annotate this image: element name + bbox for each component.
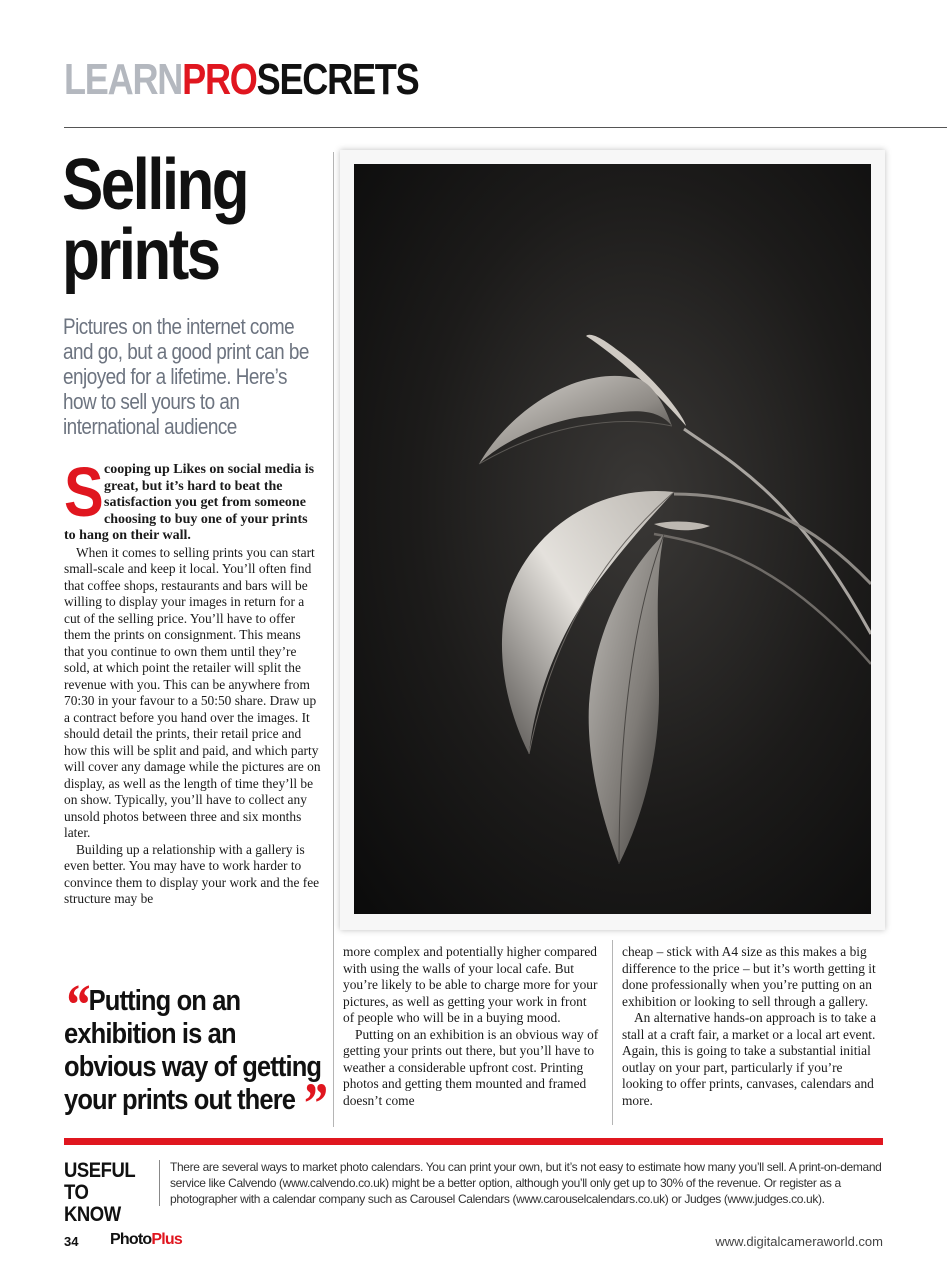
open-quote-icon: “ xyxy=(64,972,89,1037)
drop-cap: S xyxy=(64,453,104,531)
page-number: 34 xyxy=(64,1234,79,1249)
pull-quote xyxy=(64,972,334,1136)
column-divider xyxy=(612,940,613,1125)
useful-label-line2: TO KNOW xyxy=(64,1181,121,1226)
header-pro: PRO xyxy=(182,55,257,104)
photo-frame xyxy=(340,150,885,930)
body-paragraph: Building up a relationship with a gallery is even better. You may have to work harder to convince them to display your work and the fee structure may be xyxy=(64,841,320,906)
red-divider-bar xyxy=(64,1138,883,1145)
body-column-left xyxy=(64,453,322,908)
pull-quote-text: Putting on an exhibition is an obvious way of getting your prints out there xyxy=(64,985,322,1116)
column-divider xyxy=(333,152,334,1127)
useful-divider xyxy=(159,1160,160,1206)
close-quote-icon: ” xyxy=(301,1071,326,1136)
photo-anthurium xyxy=(354,164,871,914)
leaf-illustration xyxy=(354,164,871,914)
article-title: Selling prints xyxy=(62,145,247,295)
useful-to-know-text: There are several ways to market photo calendars. You can print your own, but it’s not easy to estimate how many you’ll sell. A print-on-demand service like Calvendo (www.calvendo.co.uk) might be a better option, although you’ll only get up to 30% of the revenue. Or register as a photographer with a calendar company such as Carousel Calendars (www.carouselcalendars.co.uk) or Judges (www.judges.co.uk). xyxy=(170,1160,882,1206)
header-secrets: SECRETS xyxy=(256,55,419,104)
intro-paragraph xyxy=(64,453,322,545)
header-rule xyxy=(64,127,947,128)
body-column-middle xyxy=(343,944,599,1109)
body-paragraph: cheap – stick with A4 size as this makes a big difference to the price – but it’s worth getting it done professionally when you’re putting on an exhibition or looking to sell through a gallery. xyxy=(622,944,876,1009)
logo-part-plus: Plus xyxy=(151,1231,182,1248)
body-column-right xyxy=(622,944,884,1109)
intro-text: cooping up Likes on social media is great, but it’s hard to beat the satisfaction you get from someone choosing to buy one of your prints to hang on their wall. xyxy=(64,462,315,543)
website-url: www.digitalcameraworld.com xyxy=(715,1234,883,1249)
body-paragraph: An alternative hands-on approach is to take a stall at a craft fair, a market or a local art event. Again, this is going to take a substantial initial outlay on your part, particularly if you’re looking to offer prints, canvases, calendars and more. xyxy=(622,1010,877,1108)
section-header xyxy=(64,55,419,104)
standfirst: Pictures on the internet come and go, but a good print can be enjoyed for a lifetime. Here’s how to sell yours to an international audience xyxy=(63,314,309,439)
body-paragraph: Putting on an exhibition is an obvious way of getting your prints out there, but you’ll have to weather a considerable upfront cost. Printing photos and getting them mounted and framed doesn’t come xyxy=(343,1026,599,1108)
body-paragraph: more complex and potentially higher compared with using the walls of your local cafe. But you’re likely to be able to charge more for your pictures, as well as getting your work in front of people who will be in a buying mood. xyxy=(343,944,598,1025)
magazine-logo xyxy=(110,1231,182,1249)
logo-part-photo: Photo xyxy=(110,1231,152,1248)
useful-label-line1: USEFUL xyxy=(64,1159,136,1182)
header-learn: LEARN xyxy=(64,55,183,104)
useful-to-know-label xyxy=(64,1160,143,1226)
body-paragraph: When it comes to selling prints you can start small-scale and keep it local. You’ll often find that coffee shops, restaurants and bars will be willing to display your images in return for a cut of the selling price. You’ll have to offer them the prints on consignment. This means that you continue to own them until they’re sold, at which point the retailer will split the revenue with you. This can be anywhere from 70:30 in your favour to a 50:50 share. Draw up a contract before you hand over the images. It should detail the prints, their retail price and how this will be split and paid, and which party will cover any damage while the pictures are on display, as well as the length of time they’ll be on show. Typically, you’ll have to collect any unsold photos between three and six months later. xyxy=(64,544,321,840)
